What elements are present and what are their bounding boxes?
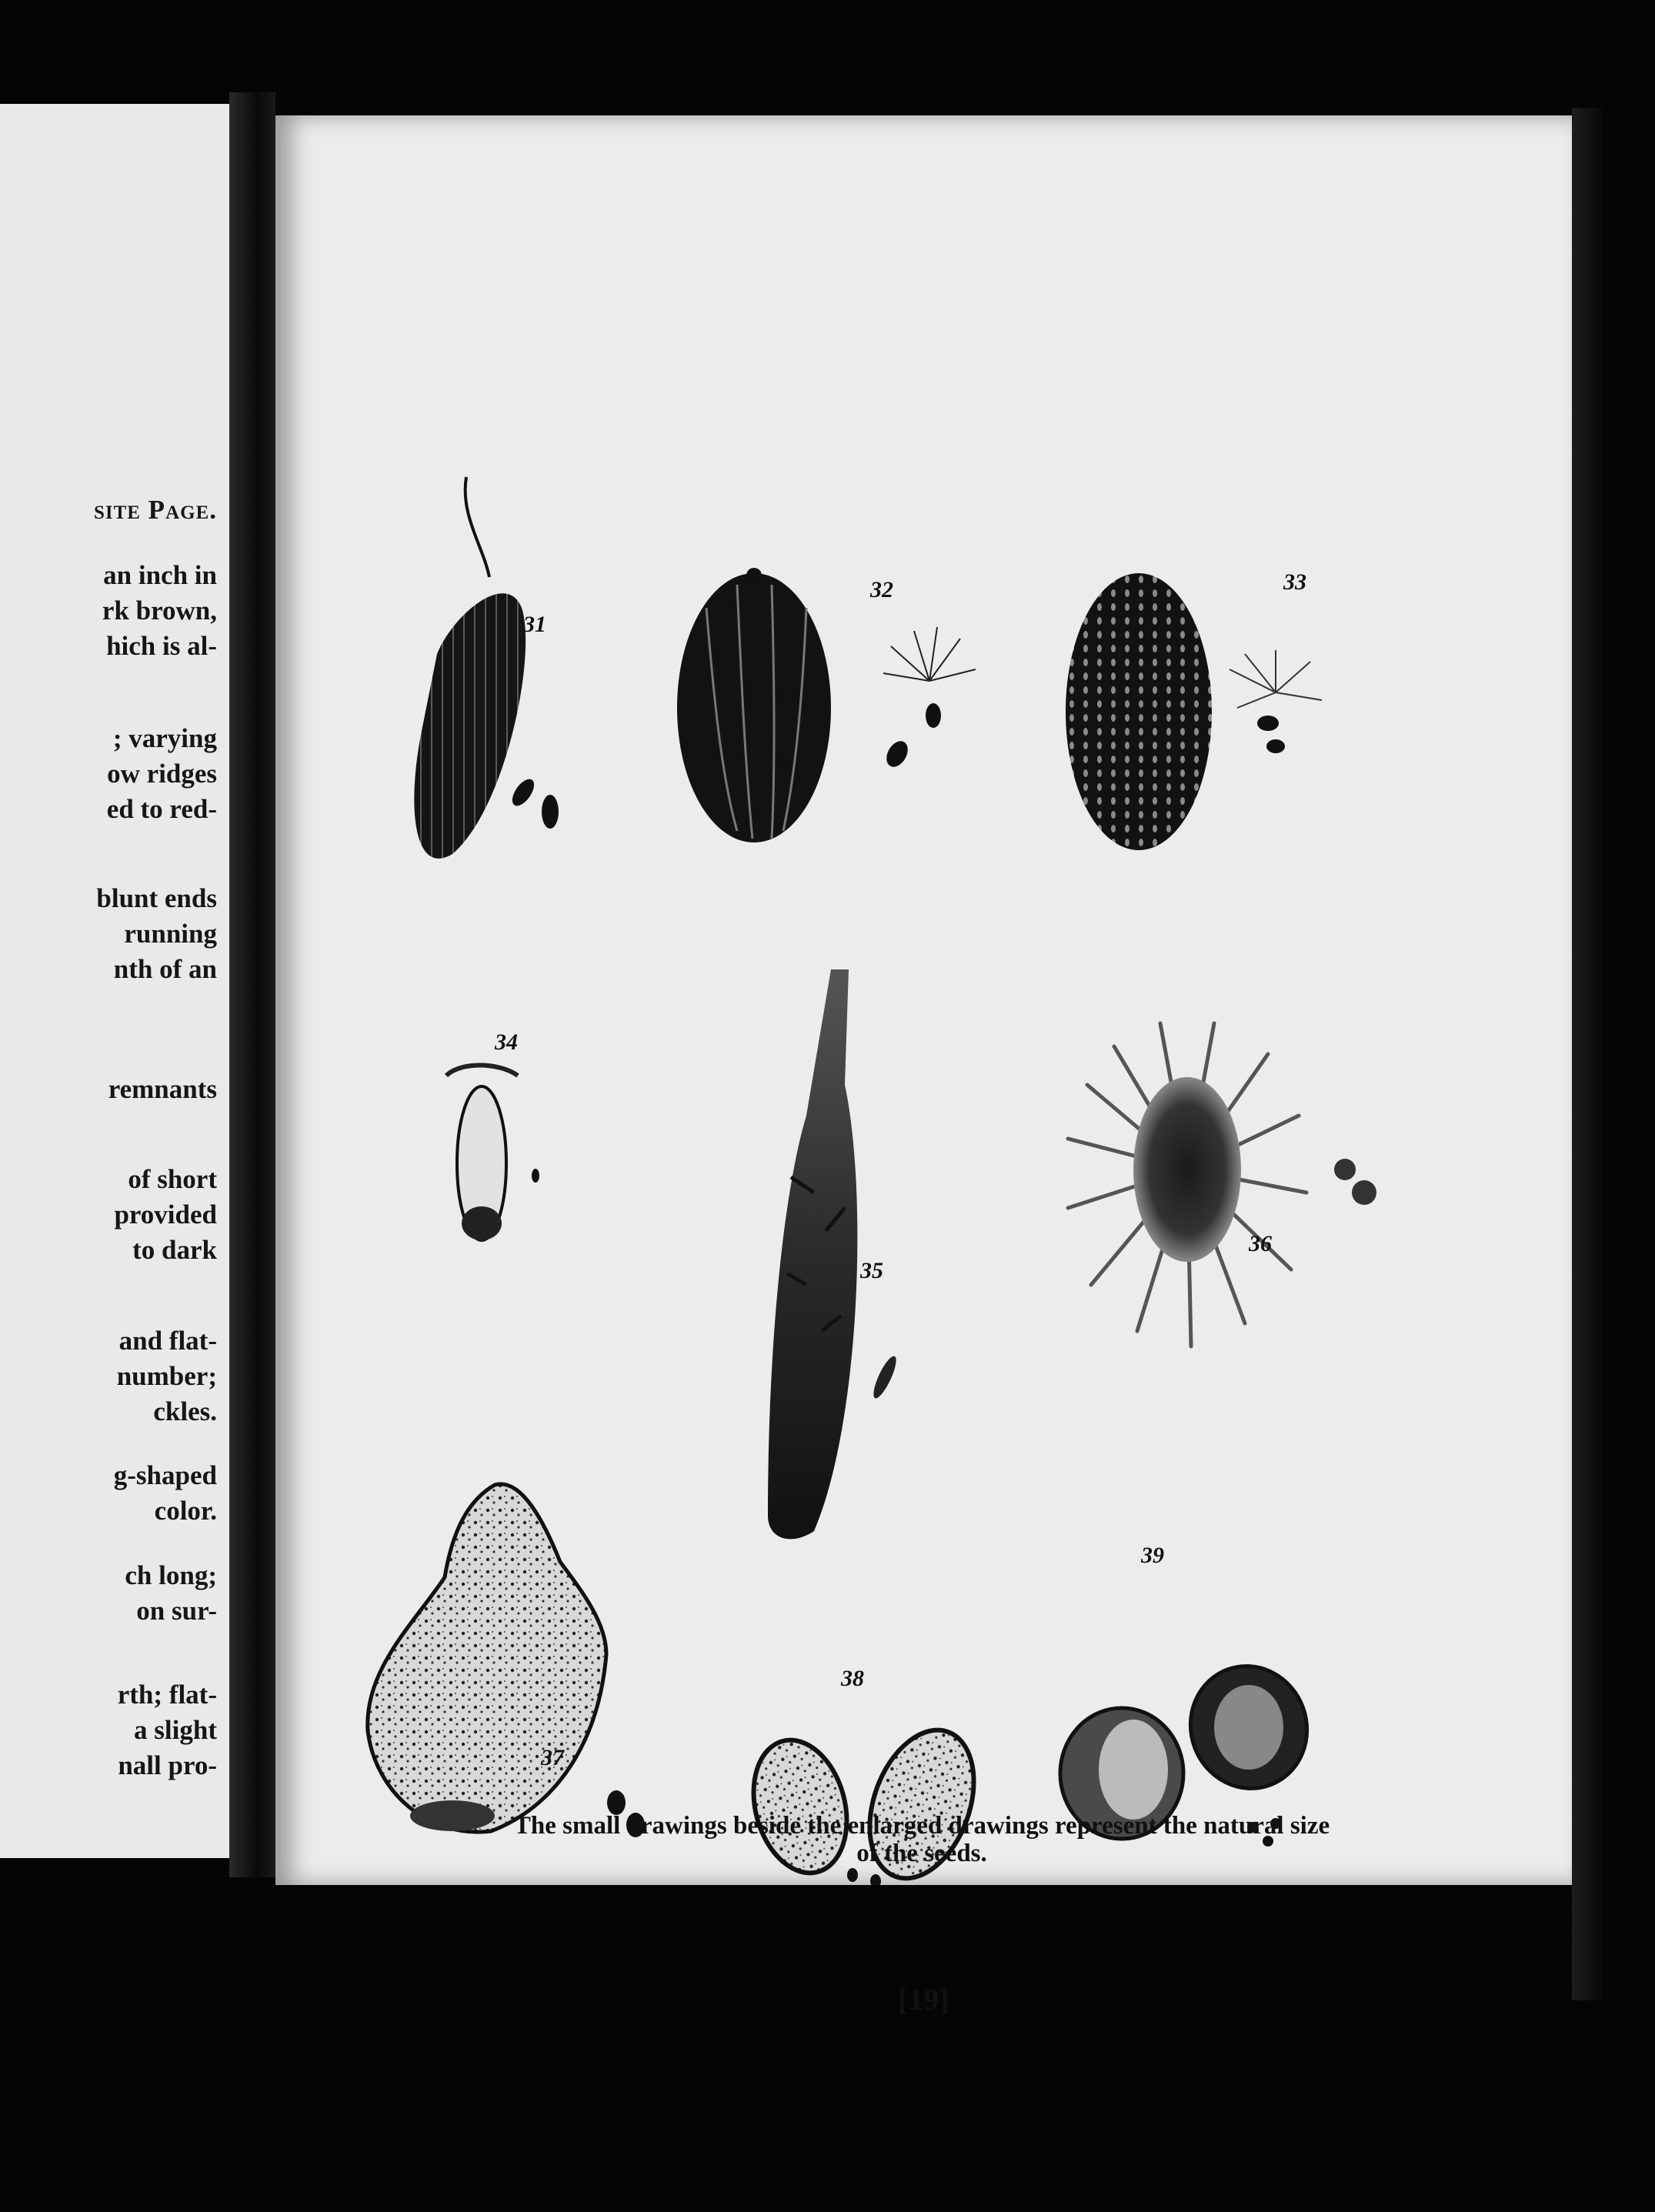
figure-label-37: 37 — [541, 1745, 564, 1770]
seed-36 — [1068, 1023, 1376, 1346]
text-line: an inch in — [103, 560, 217, 590]
seed-34 — [446, 1066, 539, 1241]
text-line: provided — [114, 1199, 217, 1229]
figure-label-31: 31 — [523, 612, 546, 637]
seed-33 — [1066, 573, 1322, 850]
text-line: color. — [154, 1496, 217, 1526]
caption-line-1: The small drawings beside the enlarged drawings represent the natural size — [513, 1812, 1330, 1840]
text-line: running — [124, 919, 217, 949]
figure-label-32: 32 — [870, 577, 893, 602]
text-line: number; — [116, 1361, 217, 1391]
text-line: remnants — [108, 1074, 217, 1104]
figure-label-36: 36 — [1249, 1231, 1272, 1256]
book-edge — [1572, 108, 1603, 2000]
text-line: ckles. — [153, 1396, 217, 1426]
text-line: a slight — [134, 1715, 217, 1745]
text-line: ; varying — [112, 723, 217, 753]
text-line: rk brown, — [102, 596, 217, 626]
figure-label-34: 34 — [495, 1029, 518, 1055]
text-line: ow ridges — [107, 759, 217, 789]
figure-label-38: 38 — [841, 1666, 864, 1691]
seed-31 — [414, 477, 559, 859]
text-line: ed to red- — [106, 794, 217, 824]
text-line: ch long; — [125, 1560, 217, 1590]
caption-line-2: of the seeds. — [856, 1840, 987, 1867]
book-gutter — [229, 92, 275, 1877]
seed-32 — [677, 568, 976, 842]
text-line: and flat- — [118, 1326, 217, 1356]
figure-label-39: 39 — [1141, 1543, 1164, 1568]
text-line: g-shaped — [113, 1460, 217, 1490]
text-line: site Page. — [93, 495, 217, 525]
text-line: of short — [128, 1164, 217, 1194]
figure-label-33: 33 — [1283, 569, 1306, 595]
seed-35 — [768, 969, 900, 1539]
text-line: hich is al- — [106, 631, 217, 661]
page-number: [19] — [898, 1982, 949, 2017]
text-line: on sur- — [136, 1596, 217, 1626]
text-line: nth of an — [113, 954, 217, 984]
right-page — [275, 115, 1572, 2017]
text-line: rth; flat- — [117, 1680, 217, 1710]
figure-label-35: 35 — [860, 1258, 883, 1283]
seed-37 — [368, 1484, 645, 1837]
text-line: to dark — [132, 1235, 217, 1265]
plate-caption — [337, 1812, 1507, 1867]
text-line: blunt ends — [96, 883, 217, 913]
left-page — [0, 104, 231, 1858]
seed-plate-illustration — [275, 115, 1572, 1885]
text-line: nall pro- — [118, 1750, 217, 1780]
